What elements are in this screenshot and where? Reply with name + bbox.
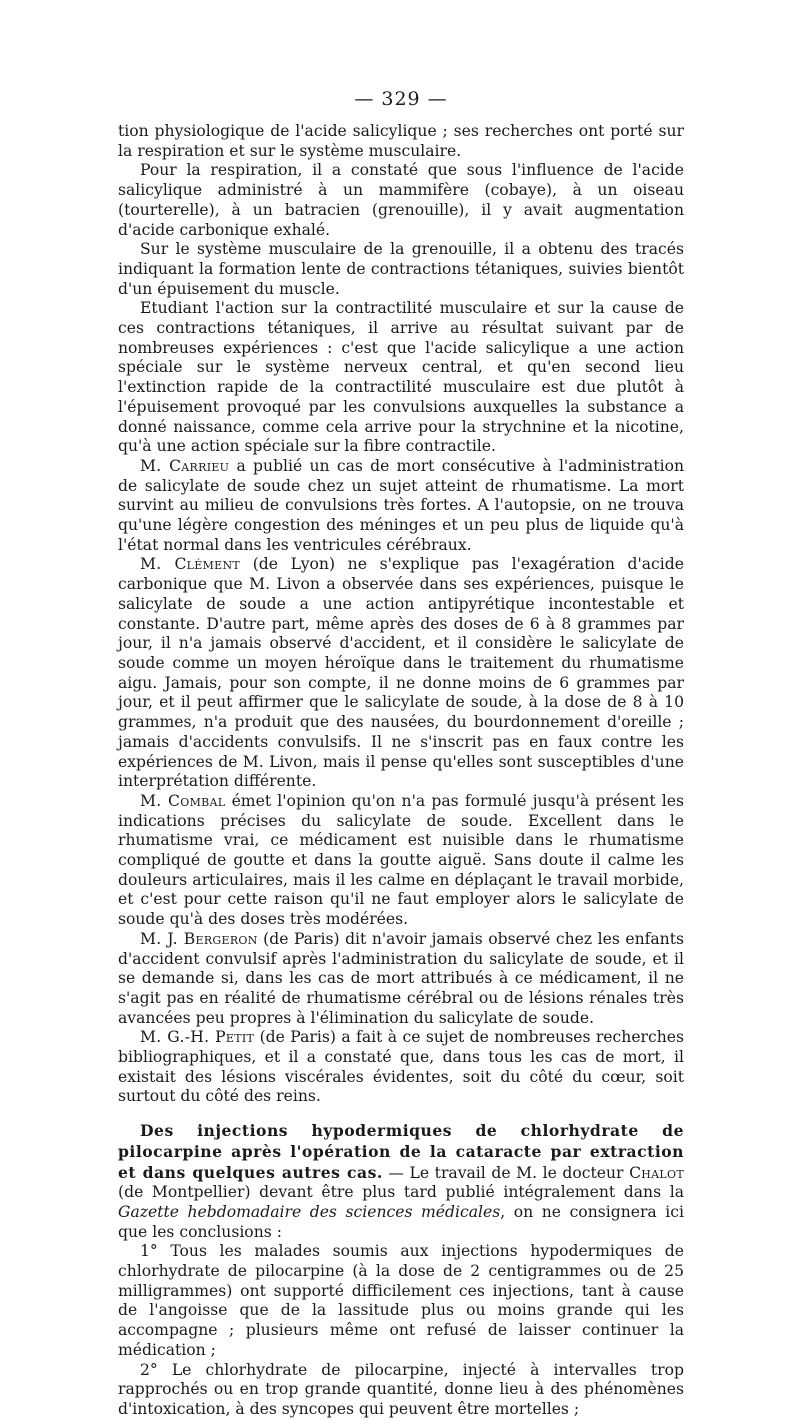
paragraph-carrieu-text: a publié un cas de mort consécutive à l'administration de salicylate de soude chez un sujet atteint de rhumatisme. La mort survint au milieu de convulsions très fortes. A l'autopsie, on ne trouva qu'une légère congestion des méninges et un peu plus de liquide qu'à l'état normal dans les ventricules cérébraux. bbox=[118, 456, 685, 554]
conclusion-2: 2° Le chlorhydrate de pilocarpine, injecté à intervalles trop rapprochés ou en trop grande quantité, donne lieu à des phénomènes d'intoxication, à des syncopes qui peuvent être mortelles ; bbox=[118, 1360, 684, 1418]
paragraph-clement bbox=[118, 555, 684, 791]
paragraph-clement-text: (de Lyon) ne s'explique pas l'exagération d'acide carbonique que M. Livon a observée dans ses expériences, puisque le salicylate de soude a une action antipyrétique incontestable et constante. D'autre part, même après des doses de 6 à 8 grammes par jour, il n'a jamais observé d'accident, et il considère le salicylate de soude comme un moyen héroïque dans le traitement du rhumatisme aigu. Jamais, pour son compte, il ne donne moins de 6 grammes par jour, et il peut affirmer que le salicylate de soude, à la dose de 8 à 10 grammes, n'a produit que des nausées, du bourdonnement d'oreille ; jamais d'accidents convulsifs. Il ne s'inscrit pas en faux contre les expériences de M. Livon, mais il pense qu'elles sont susceptibles d'une interprétation différente. bbox=[118, 555, 684, 791]
author-chalot: Chalot bbox=[629, 1163, 684, 1182]
paragraph-bergeron bbox=[118, 930, 684, 1029]
paragraph-combal bbox=[118, 792, 684, 930]
author-petit: M. G.-H. Petit bbox=[140, 1028, 255, 1047]
author-clement: M. Clément bbox=[140, 555, 241, 574]
paragraph-bergeron-text: (de Paris) dit n'avoir jamais observé chez les enfants d'accident convulsif après l'administration du salicylate de soude, et il se demande si, dans les cas de mort attribués à ce médicament, il ne s'agit pas en réalité de rhumatisme cérébral ou de lésions rénales très avancées peu propres à l'élimination du salicylate de soude. bbox=[118, 929, 684, 1027]
section-intro-end: , on ne consignera ici que les conclusions : bbox=[118, 1202, 684, 1241]
paragraph-respiration-intro: tion physiologique de l'acide salicylique ; ses recherches ont porté sur la respiration et sur le système musculaire. bbox=[118, 122, 684, 160]
paragraph-carrieu bbox=[118, 457, 684, 556]
paragraph-pilocarpine-section bbox=[118, 1121, 684, 1242]
paragraph-muscular-system: Sur le système musculaire de la grenouille, il a obtenu des tracés indiquant la formation lente de contractions tétaniques, suivies bientôt d'un épuisement du muscle. bbox=[118, 240, 684, 298]
author-combal: M. Combal bbox=[140, 791, 226, 810]
section-intro-mid: (de Montpellier) devant être plus tard publié intégralement dans la bbox=[118, 1183, 684, 1202]
author-bergeron: M. J. Bergeron bbox=[140, 929, 258, 948]
section-heading: Des injections hypodermiques de chlorhydrate de pilocarpine après l'opération de la cataracte par extraction et dans quelques autres cas. bbox=[118, 1121, 684, 1182]
author-carrieu: M. Carrieu bbox=[140, 456, 230, 475]
journal-title: Gazette hebdomadaire des sciences médicales bbox=[118, 1202, 501, 1221]
conclusion-1: 1° Tous les malades soumis aux injections hypodermiques de chlorhydrate de pilocarpine (à la dose de 2 centigrammes ou de 25 milligrammes) ont supporté difficilement ces injections, tant à cause de l'angoisse que de la lassitude plus ou moins grande qui les accompagne ; plusieurs même ont refusé de laisser continuer la médication ; bbox=[118, 1242, 684, 1359]
section-intro-dash: — Le travail de M. le docteur bbox=[382, 1163, 630, 1182]
paragraph-combal-text: émet l'opinion qu'on n'a pas formulé jusqu'à présent les indications précises du salicylate de soude. Excellent dans le rhumatisme vrai, ce médicament est nuisible dans le rhumatisme compliqué de goutte et dans la goutte aiguë. Sans doute il calme les douleurs articulaires, mais il les calme en déplaçant le travail morbide, et c'est pour cette raison qu'il ne faut employer alors le salicylate de soude qu'à des doses très modérées. bbox=[118, 791, 685, 929]
document-page bbox=[118, 88, 684, 1420]
page-number: — 329 — bbox=[354, 88, 448, 110]
paragraph-contractility: Etudiant l'action sur la contractilité musculaire et sur la cause de ces contractions tétaniques, il arrive au résultat suivant par de nombreuses expériences : c'est que l'acide salicylique a une action spéciale sur le système nerveux central, et qu'en second lieu l'extinction rapide de la contractilité musculaire est due plutôt à l'épuisement provoqué par les convulsions auxquelles la substance a donné naissance, comme cela arrive pour la strychnine et la nicotine, qu'à une action spéciale sur la fibre contractile. bbox=[118, 299, 684, 456]
paragraph-respiration: Pour la respiration, il a constaté que sous l'influence de l'acide salicylique administré à un mammifère (cobaye), à un oiseau (tourterelle), à un batracien (grenouille), il y avait augmentation d'acide carbonique exhalé. bbox=[118, 161, 684, 239]
paragraph-petit-text: (de Paris) a fait à ce sujet de nombreuses recherches bibliographiques, et il a constaté que, dans tous les cas de mort, il existait des lésions viscérales évidentes, soit du côté du cœur, soit surtout du côté des reins. bbox=[118, 1028, 685, 1106]
paragraph-petit bbox=[118, 1028, 684, 1107]
